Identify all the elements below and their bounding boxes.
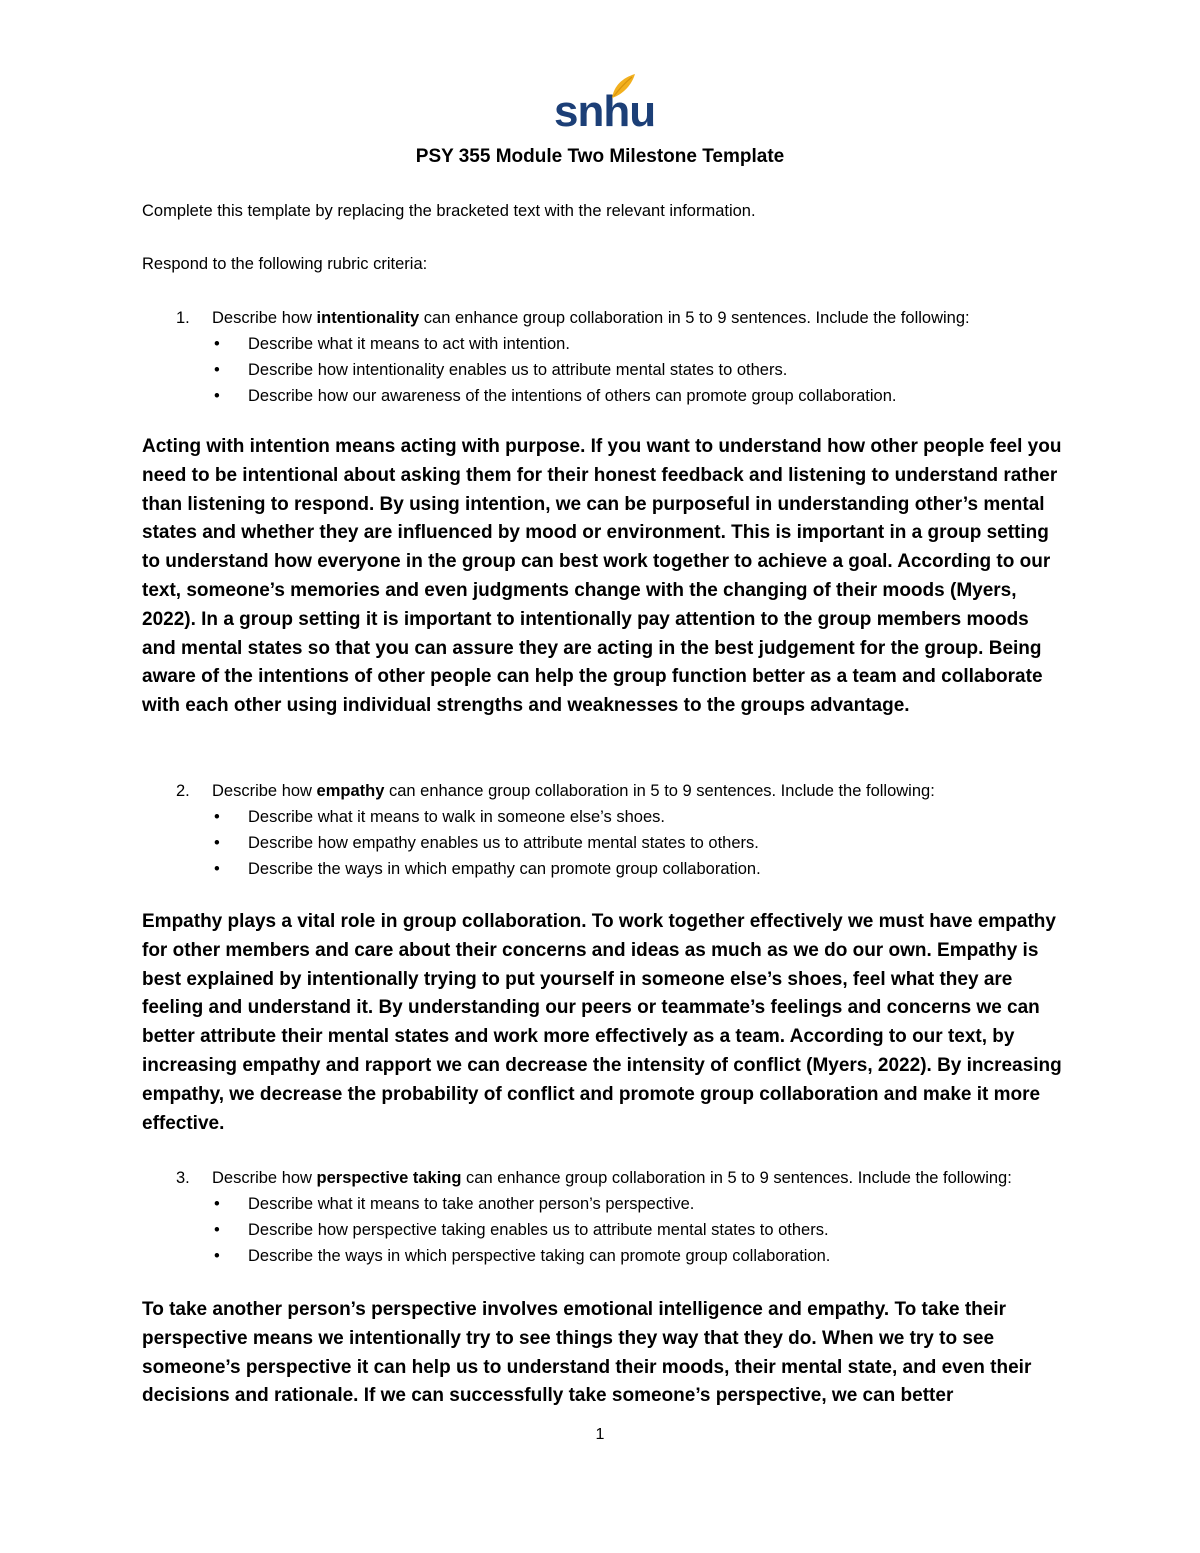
prompt-keyword: empathy <box>316 782 385 800</box>
bullet-item: • Describe how empathy enables us to attribute mental states to others. <box>248 830 1062 856</box>
bullet-item: • Describe how our awareness of the intentions of others can promote group collaboration. <box>248 383 1062 409</box>
bullet-icon: • <box>214 808 220 826</box>
bullet-item: • Describe what it means to walk in someone else’s shoes. <box>248 804 1062 830</box>
prompt-prefix: Describe how <box>212 782 317 800</box>
bullet-item: • Describe the ways in which perspective taking can promote group collaboration. <box>248 1243 1062 1269</box>
bullet-icon: • <box>214 335 220 353</box>
prompt-keyword: intentionality <box>316 309 420 327</box>
page-number: 1 <box>595 1426 605 1443</box>
bullet-item: • Describe how perspective taking enables us to attribute mental states to others. <box>248 1217 1062 1243</box>
answer-text: To take another person’s perspective involves emotional intelligence and empathy. To take their perspective means we intentionally try to see things they way that they do. When we try to see someone’s perspective it can help us to understand their moods, their mental state, and even their decisions and rationale. If we can successfully take someone’s perspective, we can better <box>142 1299 1032 1407</box>
bullet-item: • Describe what it means to act with intention. <box>248 331 1062 357</box>
bullet-item: • Describe the ways in which empathy can promote group collaboration. <box>248 856 1062 882</box>
prompt-prefix: Describe how <box>212 1169 317 1187</box>
answer-text: Acting with intention means acting with purpose. If you want to understand how other people feel you need to be intentional about asking them for their honest feedback and listening to understand rather than listening to respond. By using intention, we can be purposeful in understanding other’s mental states and whether they are influenced by mood or environment. This is important in a group setting to understand how everyone in the group can best work together to achieve a goal. According to our text, someone’s memories and even judgments change with the changing of their moods (Myers, 2022). In a group setting it is important to intentionally pay attention to the group members moods and mental states so that you can assure they are acting in the best judgement for the group. Being aware of the intentions of other people can help the group function better as a team and collaborate with each other using individual strengths and weaknesses to the groups advantage. <box>142 436 1062 717</box>
answer-1 <box>142 433 1062 721</box>
bullet-icon: • <box>214 834 220 852</box>
question-prompt <box>142 306 1062 331</box>
bullet-item: • Describe what it means to take another person’s perspective. <box>248 1191 1062 1217</box>
answer-3 <box>142 1296 1062 1411</box>
prompt-prefix: Describe how <box>212 309 317 327</box>
bullet-list <box>142 331 1062 409</box>
question-number: 3. <box>176 1169 190 1187</box>
question-2 <box>142 779 1062 882</box>
question-1 <box>142 306 1062 409</box>
bullet-icon: • <box>214 1247 220 1265</box>
leaf-icon <box>608 72 638 102</box>
question-number: 1. <box>176 309 190 327</box>
snhu-logo <box>552 72 656 136</box>
bullet-icon: • <box>214 387 220 405</box>
question-number: 2. <box>176 782 190 800</box>
prompt-suffix: can enhance group collaboration in 5 to 9 sentences. Include the following: <box>384 782 935 800</box>
page-title: PSY 355 Module Two Milestone Template <box>415 146 785 167</box>
question-prompt <box>142 1166 1062 1191</box>
question-3 <box>142 1166 1062 1269</box>
bullet-item: • Describe how intentionality enables us to attribute mental states to others. <box>248 357 1062 383</box>
instruction-line: Complete this template by replacing the bracketed text with the relevant information. <box>142 202 756 220</box>
bullet-list <box>142 804 1062 882</box>
prompt-suffix: can enhance group collaboration in 5 to 9 sentences. Include the following: <box>419 309 970 327</box>
answer-text: Empathy plays a vital role in group collaboration. To work together effectively we must have empathy for other members and care about their concerns and ideas as much as we do our own. Empathy is best explained by intentionally trying to put yourself in someone else’s shoes, feel what they are feeling and understand it. By understanding our peers or teammate’s feelings and concerns we can better attribute their mental states and work more effectively as a team. According to our text, by increasing empathy and rapport we can decrease the intensity of conflict (Myers, 2022). By increasing empathy, we decrease the probability of conflict and promote group collaboration and make it more effective. <box>142 911 1062 1134</box>
bullet-icon: • <box>214 1221 220 1239</box>
bullet-icon: • <box>214 1195 220 1213</box>
rubric-intro: Respond to the following rubric criteria: <box>142 255 428 273</box>
answer-2 <box>142 908 1062 1138</box>
bullet-list <box>142 1191 1062 1269</box>
question-prompt <box>142 779 1062 804</box>
bullet-icon: • <box>214 860 220 878</box>
bullet-icon: • <box>214 361 220 379</box>
logo-wordmark: snhu <box>554 87 656 136</box>
prompt-suffix: can enhance group collaboration in 5 to 9 sentences. Include the following: <box>461 1169 1012 1187</box>
prompt-keyword: perspective taking <box>316 1169 462 1187</box>
